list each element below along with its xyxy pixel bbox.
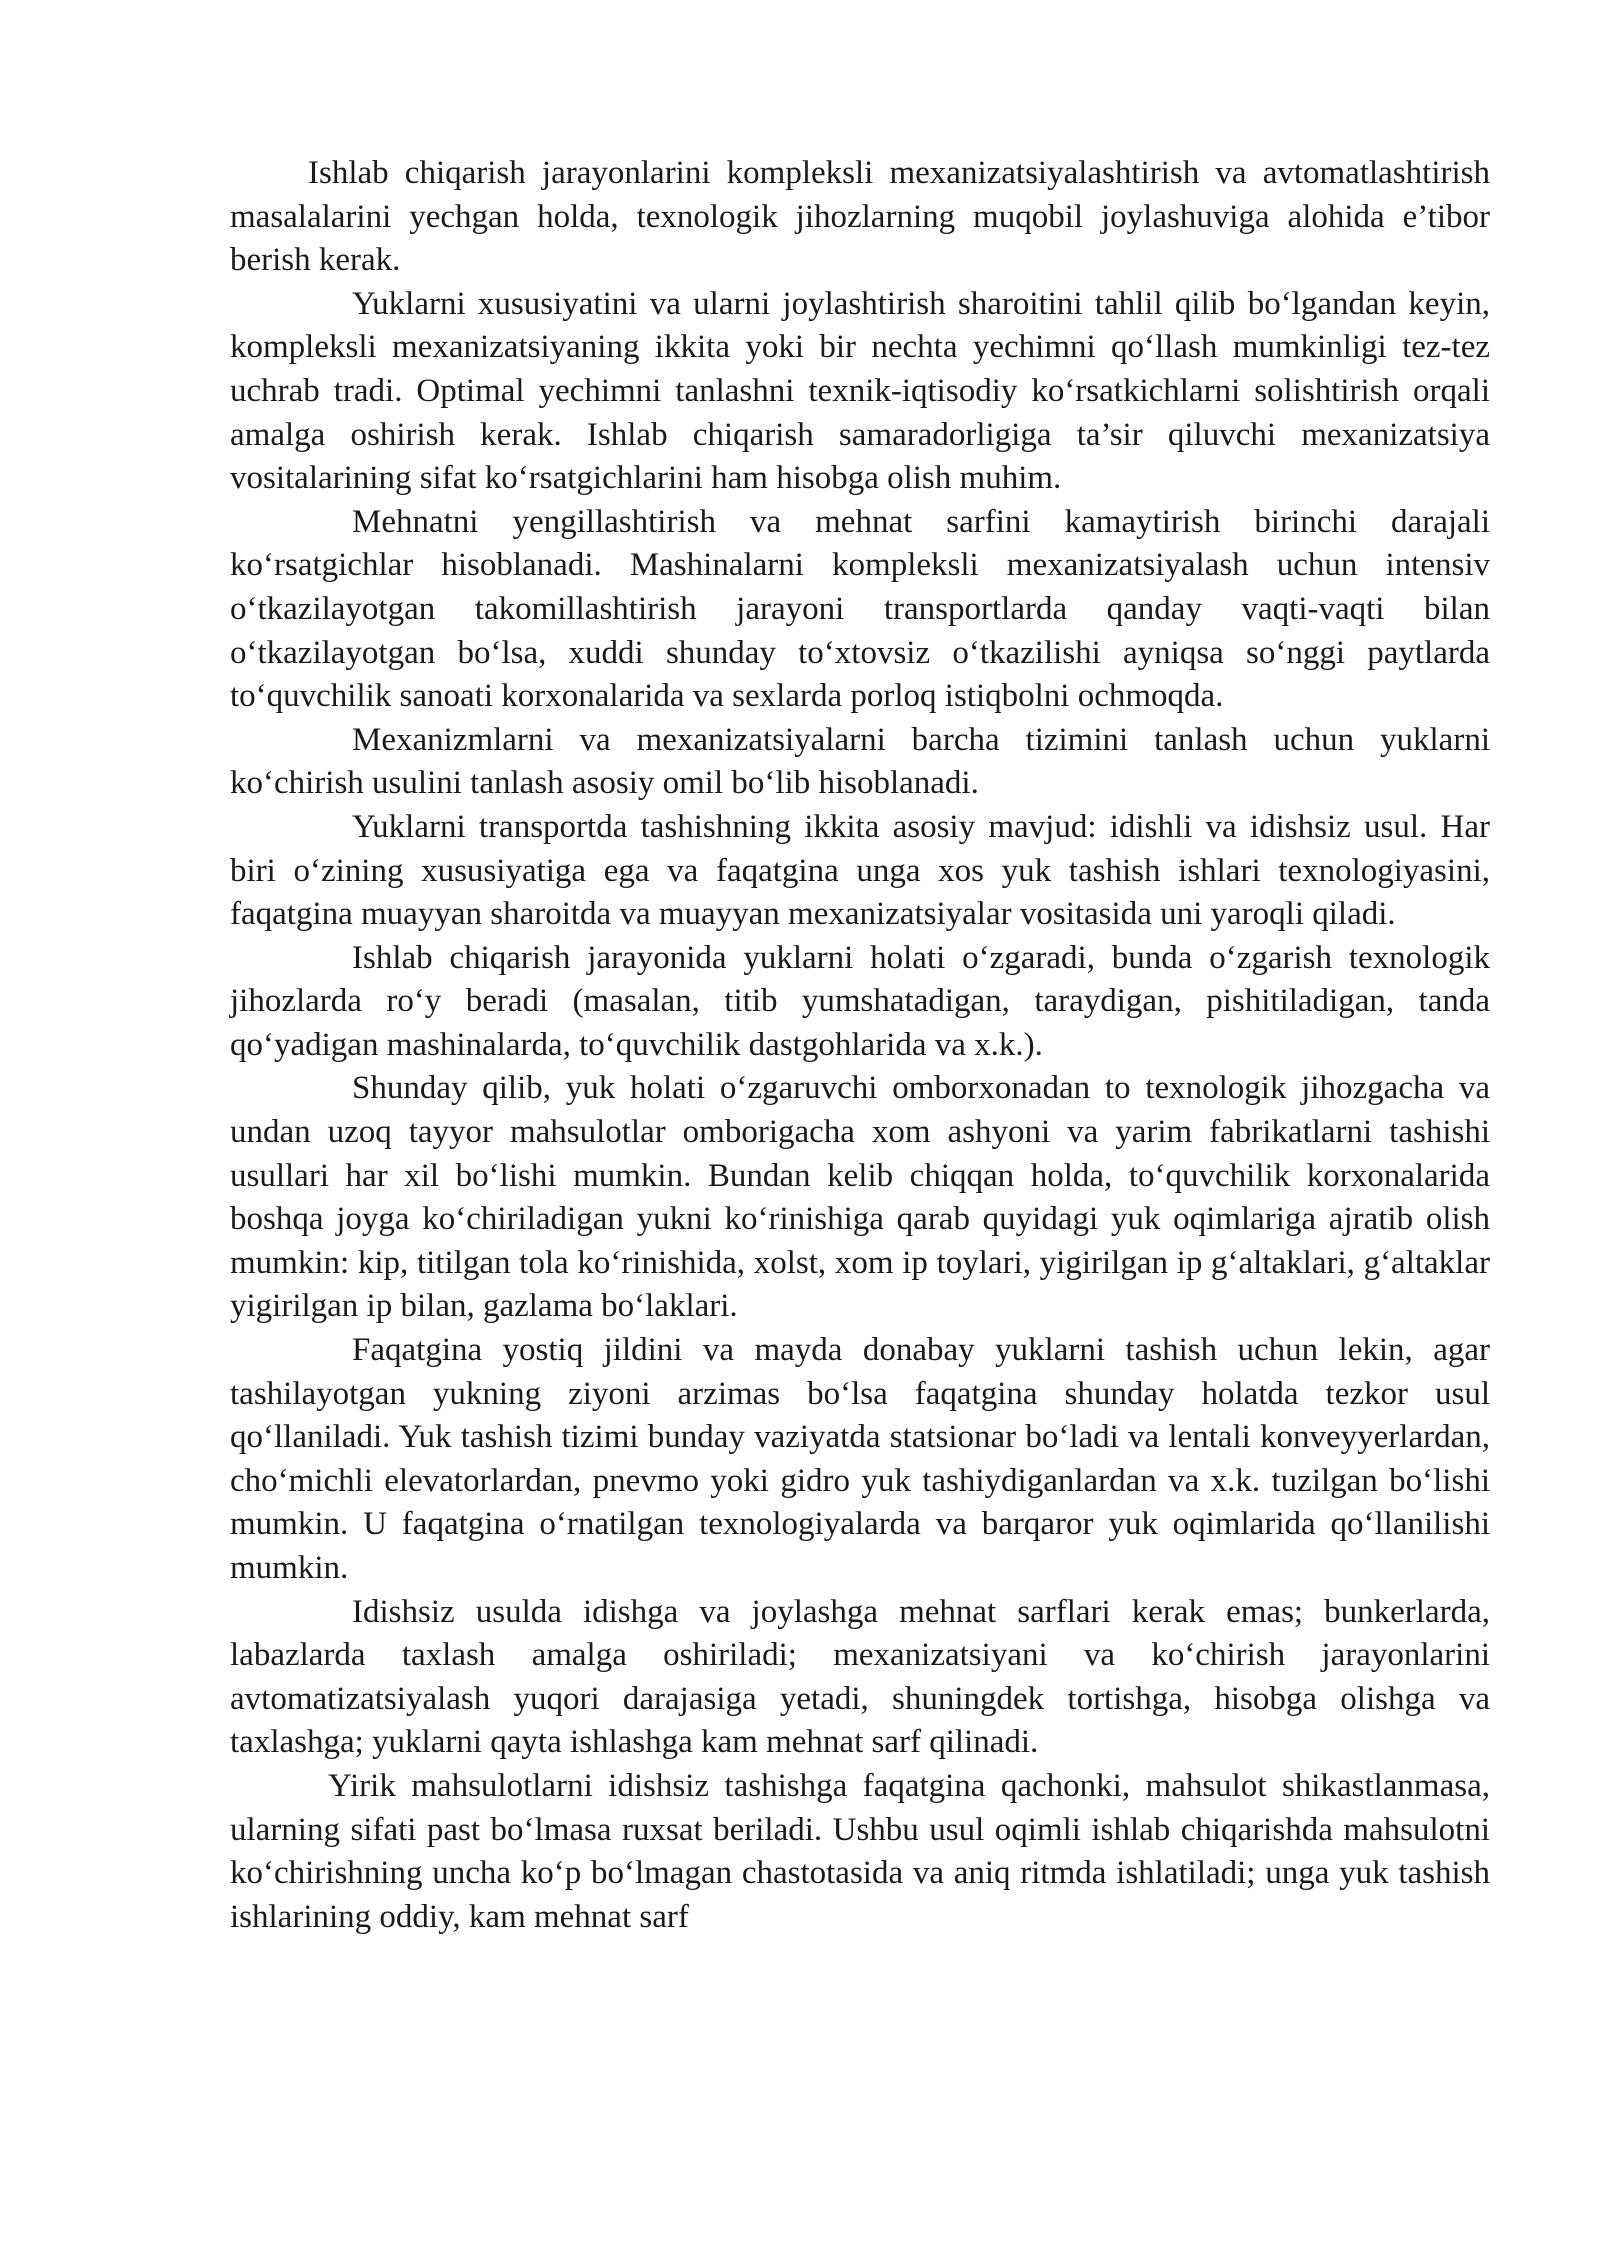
- paragraph: Yirik mahsulotlarni idishsiz tashishga faqatgina qachonki, mahsulot shikastlanmasa, ularning sifati past bo‘lmasa ruxsat beriladi. Ushbu usul oqimli ishlab chiqarishda mahsulotni ko‘chirishning uncha ko‘p bo‘lmagan chastotasida va aniq ritmda ishlatiladi; unga yuk tashish ishlarining oddiy, kam mehnat sarf: [230, 1767, 1490, 1935]
- paragraph: Shunday qilib, yuk holati o‘zgaruvchi omborxonadan to texnologik jihozgacha va undan uzoq tayyor mahsulotlar omborigacha xom ashyoni va yarim fabrikatlarni tashishi usullari har xil bo‘lishi mumkin. Bundan kelib chiqqan holda, to‘quvchilik korxonalarida boshqa joyga ko‘chiriladigan yukni ko‘rinishiga qarab quyidagi yuk oqimlariga ajratib olish mumkin: kip, titilgan tola ko‘rinishida, xolst, xom ip toylari, yigirilgan ip g‘altaklari, g‘altaklar yigirilgan ip bilan, gazlama bo‘laklari.: [230, 1070, 1490, 1325]
- paragraph: Ishlab chiqarish jarayonlarini kompleksli mexanizatsiyalashtirish va avtomatlashtirish masalalarini yechgan holda, texnologik jihozlarning muqobil joylashuviga alohida e’tibor berish kerak.: [230, 155, 1490, 279]
- paragraph: Yuklarni xususiyatini va ularni joylashtirish sharoitini tahlil qilib bo‘lgandan keyin, kompleksli mexanizatsiyaning ikkita yoki bir nechta yechimni qo‘llash mumkinligi tez-tez uchrab tradi. Optimal yechimni tanlashni texnik-iqtisodiy ko‘rsatkichlarni solishtirish orqali amalga oshirish kerak. Ishlab chiqarish samaradorligiga ta’sir qiluvchi mexanizatsiya vositalarining sifat ko‘rsatgichlarini ham hisobga olish muhim.: [230, 285, 1490, 497]
- paragraph: Idishsiz usulda idishga va joylashga mehnat sarflari kerak emas; bunkerlarda, labazlarda taxlash amalga oshiriladi; mexanizatsiyani va ko‘chirish jarayonlarini avtomatizatsiyalash yuqori darajasiga yetadi, shuningdek tortishga, hisobga olishga va taxlashga; yuklarni qayta ishlashga kam mehnat sarf qilinadi.: [230, 1593, 1490, 1761]
- paragraph: Mexanizmlarni va mexanizatsiyalarni barcha tizimini tanlash uchun yuklarni ko‘chirish usulini tanlash asosiy omil bo‘lib hisoblanadi.: [230, 721, 1490, 802]
- paragraph: Yuklarni transportda tashishning ikkita asosiy mavjud: idishli va idishsiz usul. Har biri o‘zining xususiyatiga ega va faqatgina unga xos yuk tashish ishlari texnologiyasini, faqatgina muayyan sharoitda va muayyan mexanizatsiyalar vositasida uni yaroqli qiladi.: [230, 808, 1490, 933]
- paragraph: Faqatgina yostiq jildini va mayda donabay yuklarni tashish uchun lekin, agar tashilayotgan yukning ziyoni arzimas bo‘lsa faqatgina shunday holatda tezkor usul qo‘llaniladi. Yuk tashish tizimi bunday vaziyatda statsionar bo‘ladi va lentali konveyyerlardan, cho‘michli elevatorlardan, pnevmo yoki gidro yuk tashiydiganlardan va x.k. tuzilgan bo‘lishi mumkin. U faqatgina o‘rnatilgan texnologiyalarda va barqaror yuk oqimlarida qo‘llanilishi mumkin.: [230, 1332, 1490, 1586]
- paragraph: Ishlab chiqarish jarayonida yuklarni holati o‘zgaradi, bunda o‘zgarish texnologik jihozlarda ro‘y beradi (masalan, titib yumshatadigan, taraydigan, pishitiladigan, tanda qo‘yadigan mashinalarda, to‘quvchilik dastgohlarida va x.k.).: [230, 939, 1490, 1063]
- body-text: [230, 152, 1490, 1939]
- paragraph: Mehnatni yengillashtirish va mehnat sarfini kamaytirish birinchi darajali ko‘rsatgichlar hisoblanadi. Mashinalarni kompleksli mexanizatsiyalash uchun intensiv o‘tkazilayotgan takomillashtirish jarayoni transportlarda qanday vaqti-vaqti bilan o‘tkazilayotgan bo‘lsa, xuddi shunday to‘xtovsiz o‘tkazilishi ayniqsa so‘nggi paytlarda to‘quvchilik sanoati korxonalarida va sexlarda porloq istiqbolni ochmoqda.: [230, 503, 1490, 715]
